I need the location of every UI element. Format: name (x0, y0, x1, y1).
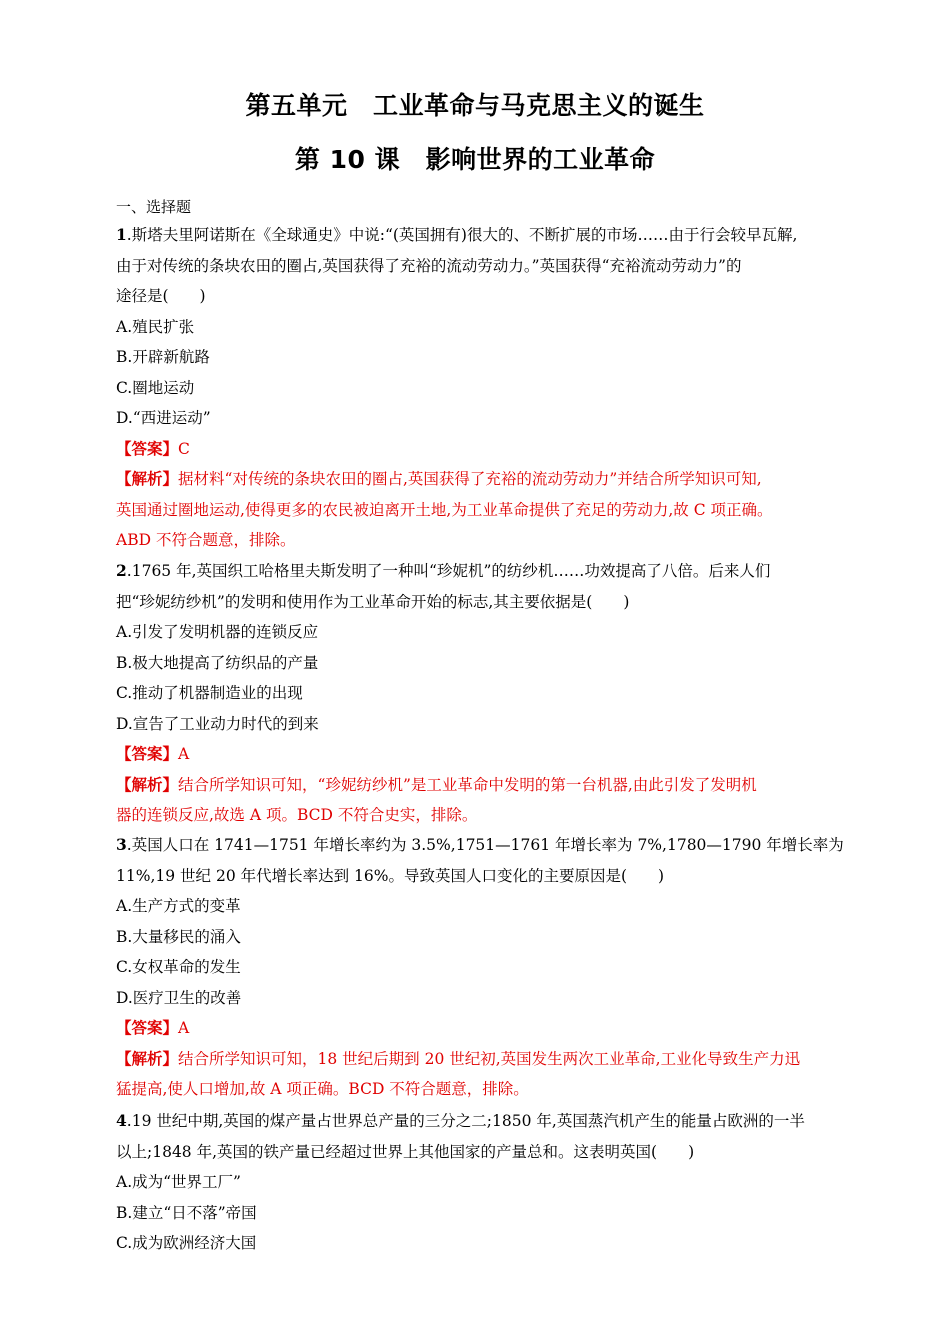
question-stem-line: 途径是( ) (116, 287, 206, 305)
option-a: A.引发了发明机器的连锁反应 (116, 623, 319, 641)
option-b: B.开辟新航路 (116, 348, 210, 366)
analysis-tag: 【解析】 (116, 1048, 179, 1068)
question-stem-line: 把“珍妮纺纱机”的发明和使用作为工业革命开始的标志,其主要依据是( ) (116, 592, 630, 611)
question-stem-line: 1.斯塔夫里阿诺斯在《全球通史》中说:“(英国拥有)很大的、不断扩展的市场……由于行会较早瓦解, (116, 225, 798, 244)
analysis-tag: 【解析】 (116, 469, 179, 488)
option-c: C.推动了机器制造业的出现 (116, 684, 303, 702)
question-stem-line: 11%,19 世纪 20 年代增长率达到 16%。导致英国人口变化的主要原因是( ) (116, 866, 665, 885)
unit-title: 第五单元 工业革命与马克思主义的诞生 (245, 91, 705, 120)
question-1 (116, 220, 846, 556)
analysis-line: 【解析】结合所学知识可知，“珍妮纺纱机”是工业革命中发明的第一台机器,由此引发了发明机 (116, 774, 757, 794)
answer-value: A (178, 745, 190, 763)
analysis-line: 【解析】据材料“对传统的条块农田的圈占,英国获得了充裕的流动劳动力”并结合所学知识可知, (116, 469, 762, 488)
analysis-line: 器的连锁反应,故选 A 项。BCD 不符合史实，排除。 (116, 806, 478, 824)
analysis-line: 英国通过圈地运动,使得更多的农民被迫离开土地,为工业革命提供了充足的劳动力,故 C 项正确。 (116, 500, 773, 519)
lesson-title: 第 10 课 影响世界的工业革命 (294, 145, 656, 174)
answer-value: A (178, 1019, 190, 1037)
option-b: B.建立“日不落”帝国 (116, 1203, 257, 1222)
answer-value: C (178, 439, 190, 458)
answer-line (116, 739, 846, 770)
option-c: C.女权革命的发生 (116, 958, 241, 976)
question-number: 3 (116, 835, 127, 854)
question-stem-line: 由于对传统的条块农田的圈占,英国获得了充裕的流动劳动力。”英国获得“充裕流动劳动力”的 (116, 256, 742, 275)
question-2 (116, 556, 846, 831)
question-stem-line: 以上;1848 年,英国的铁产量已经超过世界上其他国家的产量总和。这表明英国( ) (116, 1142, 695, 1161)
option-a: A.殖民扩张 (116, 317, 195, 336)
option-a: A.成为“世界工厂” (116, 1173, 241, 1191)
option-c: C.成为欧洲经济大国 (116, 1234, 257, 1252)
option-d: D.医疗卫生的改善 (116, 988, 242, 1007)
option-b: B.大量移民的涌入 (116, 927, 241, 946)
question-number: 4 (116, 1111, 127, 1130)
analysis-tag: 【解析】 (116, 774, 179, 794)
option-c: C.圈地运动 (116, 378, 195, 397)
question-4 (116, 1106, 846, 1259)
analysis-line: 猛提高,使人口增加,故 A 项正确。BCD 不符合题意，排除。 (116, 1080, 529, 1098)
answer-tag: 【答案】 (116, 744, 179, 763)
question-number: 2 (116, 561, 127, 580)
question-stem-line: 2.1765 年,英国织工哈格里夫斯发明了一种叫“珍妮机”的纺纱机……功效提高了八倍。后来人们 (116, 561, 771, 580)
option-d: D.宣告了工业动力时代的到来 (116, 714, 319, 733)
section-heading: 一、选择题 (116, 198, 192, 216)
answer-tag: 【答案】 (116, 438, 179, 458)
option-b: B.极大地提高了纺织品的产量 (116, 653, 319, 672)
answer-line (116, 1013, 846, 1044)
answer-tag: 【答案】 (116, 1018, 179, 1037)
question-number: 1 (116, 225, 127, 244)
question-3 (116, 830, 846, 1105)
analysis-line: 【解析】结合所学知识可知，18 世纪后期到 20 世纪初,英国发生两次工业革命,工业化导致生产力迅 (116, 1048, 801, 1068)
analysis-line: ABD 不符合题意，排除。 (116, 531, 296, 549)
question-stem-line: 4.19 世纪中期,英国的煤产量占世界总产量的三分之二;1850 年,英国蒸汽机产生的能量占欧洲的一半 (116, 1111, 805, 1130)
question-stem-line: 3.英国人口在 1741—1751 年增长率约为 3.5%,1751—1761 年增长率为 7%,1780—1790 年增长率为 (116, 835, 844, 854)
option-a: A.生产方式的变革 (116, 897, 241, 915)
option-d: D.“西进运动” (116, 409, 211, 427)
answer-line (116, 434, 846, 465)
